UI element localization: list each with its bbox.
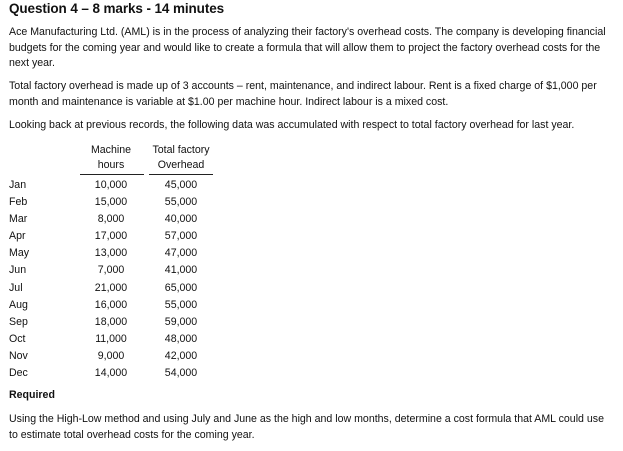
total-overhead-header-rule	[149, 174, 213, 175]
total-overhead-cell: 59,000	[164, 315, 198, 328]
table-row	[9, 349, 229, 366]
machine-hours-cell: 10,000	[94, 179, 128, 191]
month-cell: Apr	[9, 230, 26, 243]
month-cell: Jun	[9, 264, 27, 277]
records-paragraph: Looking back at previous records, the following data was accumulated with respect to total factory overhead for last year.	[9, 119, 575, 131]
required-text: Using the High-Low method and using July and June as the high and low months, determine a cost formula that AML could use to estimate total overhead costs for the coming year.	[9, 413, 604, 441]
total-overhead-cell: 47,000	[164, 247, 198, 260]
month-cell: May	[9, 247, 30, 260]
intro-paragraph: Ace Manufacturing Ltd. (AML) is in the process of analyzing their factory's overhead costs. The company is developing financial budgets for the coming year and would like to create a formula that will allow them to project the factory overhead costs for the next year.	[9, 26, 606, 69]
machine-hours-header-line1: Machine	[90, 144, 132, 156]
month-cell: Jul	[9, 281, 23, 294]
table-row	[9, 229, 229, 246]
machine-hours-cell: 14,000	[94, 367, 128, 380]
month-cell: Oct	[9, 332, 26, 345]
overhead-accounts-paragraph: Total factory overhead is made up of 3 accounts – rent, maintenance, and indirect labour. Rent is a fixed charge of $1,000 per month and maintenance is variable at $1.00 per machine hour. Indirect labour is a mixed cost.	[9, 80, 597, 108]
table-row	[9, 315, 229, 332]
total-overhead-cell: 65,000	[164, 281, 198, 294]
month-cell: Nov	[9, 349, 28, 362]
total-overhead-header	[149, 143, 213, 173]
total-overhead-cell: 55,000	[164, 196, 198, 209]
month-cell: Feb	[9, 196, 28, 209]
total-overhead-cell: 42,000	[164, 349, 198, 362]
machine-hours-cell: 17,000	[94, 230, 128, 243]
total-overhead-cell: 54,000	[164, 367, 198, 380]
month-cell: Sep	[9, 315, 28, 328]
month-cell: Aug	[9, 298, 28, 311]
table-row	[9, 195, 229, 212]
machine-hours-cell: 16,000	[94, 298, 128, 311]
total-overhead-cell: 45,000	[164, 179, 198, 191]
total-overhead-cell: 40,000	[164, 213, 198, 226]
question-title: Question 4 – 8 marks - 14 minutes	[9, 1, 225, 16]
month-cell: Dec	[9, 367, 28, 380]
machine-hours-cell: 18,000	[94, 315, 128, 328]
table-row	[9, 298, 229, 315]
table-row	[9, 366, 229, 383]
machine-hours-cell: 9,000	[97, 349, 125, 362]
machine-hours-cell: 8,000	[97, 213, 125, 226]
total-overhead-header-line1: Total factory	[152, 144, 210, 156]
required-heading: Required	[9, 389, 55, 401]
total-overhead-cell: 41,000	[164, 264, 198, 277]
total-overhead-cell: 57,000	[164, 230, 198, 243]
month-cell: Mar	[9, 213, 28, 226]
month-cell: Jan	[9, 179, 27, 191]
table-row	[9, 332, 229, 349]
machine-hours-cell: 11,000	[95, 332, 127, 345]
table-row	[9, 263, 229, 280]
total-overhead-cell: 55,000	[164, 298, 198, 311]
table-row	[9, 212, 229, 229]
table-row	[9, 281, 229, 298]
table-row	[9, 178, 229, 195]
machine-hours-cell: 13,000	[94, 247, 128, 260]
machine-hours-header	[83, 143, 139, 173]
machine-hours-cell: 21,000	[94, 281, 128, 294]
total-overhead-header-line2: Overhead	[157, 159, 205, 171]
overhead-data-table	[9, 178, 229, 383]
table-row	[9, 246, 229, 263]
machine-hours-header-line2: hours	[97, 159, 125, 171]
machine-hours-cell: 15,000	[94, 196, 128, 209]
machine-hours-header-rule	[80, 174, 144, 175]
machine-hours-cell: 7,000	[97, 264, 125, 277]
total-overhead-cell: 48,000	[164, 332, 198, 345]
